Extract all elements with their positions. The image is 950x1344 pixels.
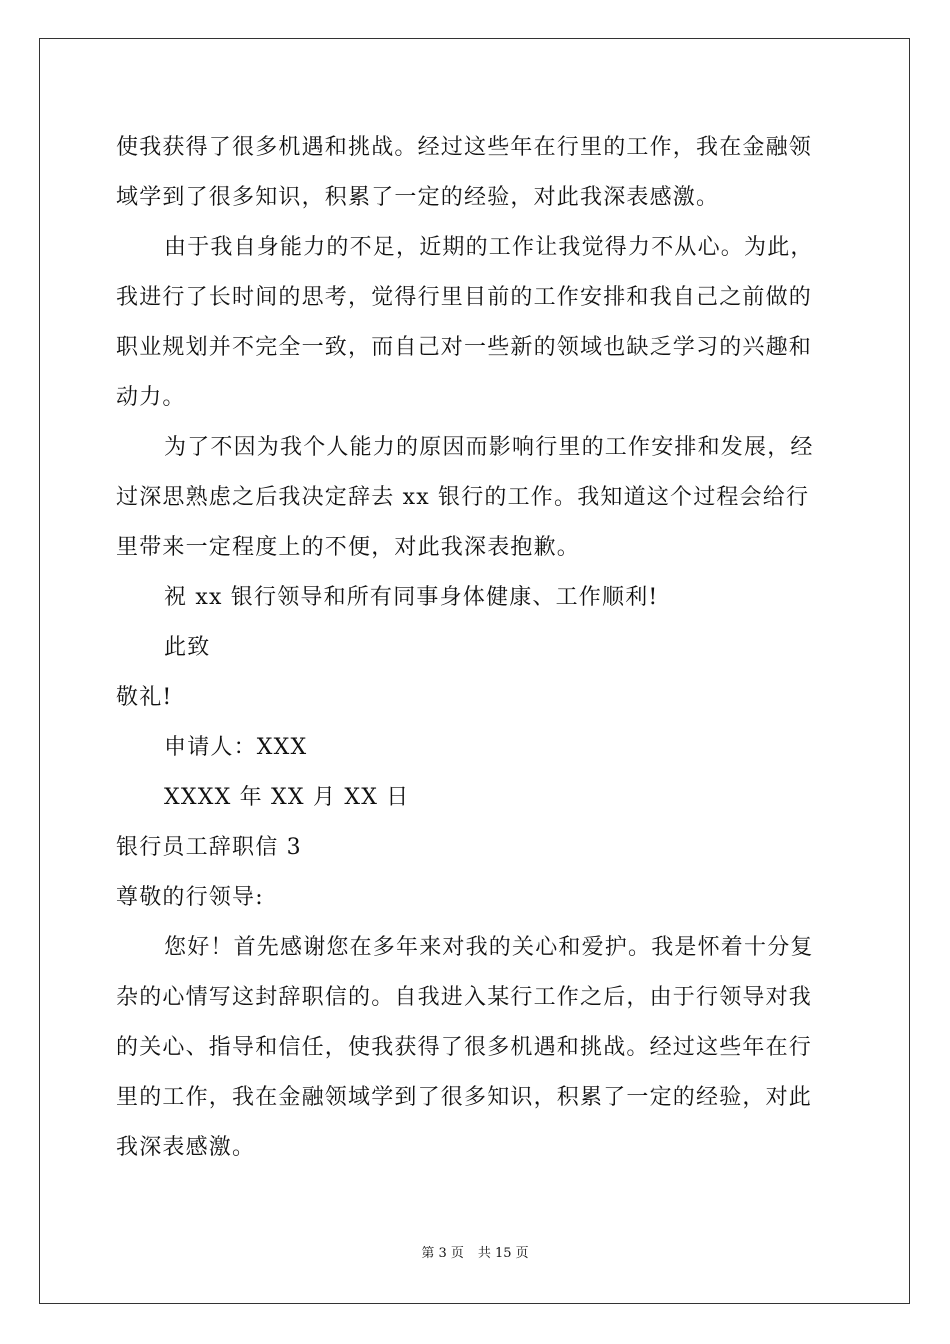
text-line: 由于我自身能力的不足，近期的工作让我觉得力不从心。为此， xyxy=(164,235,814,260)
text-line: 的关心、指导和信任，使我获得了很多机遇和挑战。经过这些年在行 xyxy=(116,1035,813,1060)
text-line: 动力。 xyxy=(116,385,186,410)
text-line: 您好！首先感谢您在多年来对我的关心和爱护。我是怀着十分复 xyxy=(164,935,814,960)
page-total: 共 15 页 xyxy=(477,1246,529,1261)
text-line: 祝 xx 银行领导和所有同事身体健康、工作顺利! xyxy=(164,585,659,610)
document-body xyxy=(116,123,836,1173)
text-line: 职业规划并不完全一致，而自己对一些新的领域也缺乏学习的兴趣和 xyxy=(116,335,813,360)
text-line: 为了不因为我个人能力的原因而影响行里的工作安排和发展，经 xyxy=(164,435,814,460)
text-line: 杂的心情写这封辞职信的。自我进入某行工作之后，由于行领导对我 xyxy=(116,985,813,1010)
text-line: 此致 xyxy=(164,635,211,660)
text-line: 过深思熟虑之后我决定辞去 xx 银行的工作。我知道这个过程会给行 xyxy=(116,485,810,510)
text-line: 我进行了长时间的思考，觉得行里目前的工作安排和我自己之前做的 xyxy=(116,285,813,310)
text-line: 申请人：XXX xyxy=(164,735,308,760)
page-number: 第 3 页 xyxy=(421,1246,464,1261)
text-line: 尊敬的行领导: xyxy=(116,885,264,910)
text-line: 我深表感激。 xyxy=(116,1135,256,1160)
text-line: 里的工作，我在金融领域学到了很多知识，积累了一定的经验，对此 xyxy=(116,1085,813,1110)
page-footer xyxy=(0,1244,950,1264)
section-title: 银行员工辞职信 3 xyxy=(116,835,302,860)
text-line: 敬礼! xyxy=(116,685,173,710)
text-line: 里带来一定程度上的不便，对此我深表抱歉。 xyxy=(116,535,581,560)
text-line: 域学到了很多知识，积累了一定的经验，对此我深表感激。 xyxy=(116,185,720,210)
text-line: XXXX 年 XX 月 XX 日 xyxy=(164,785,410,810)
text-line: 使我获得了很多机遇和挑战。经过这些年在行里的工作，我在金融领 xyxy=(116,135,813,160)
